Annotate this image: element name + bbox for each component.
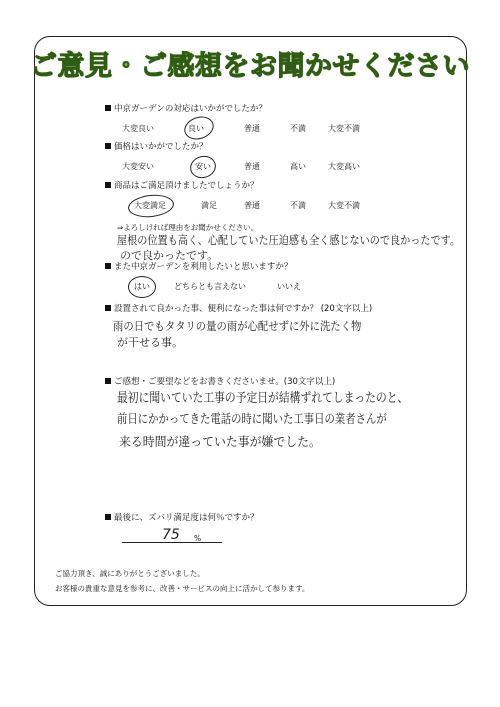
- question-3-label: 商品はご満足頂けましたでしょうか？: [114, 181, 259, 191]
- q2-option-5[interactable]: 大変高い: [328, 162, 360, 171]
- question-1-label: 中京ガーデンの対応はいかがでしたか？: [114, 104, 267, 114]
- q1-option-2[interactable]: 良い: [188, 124, 204, 133]
- q1-option-1[interactable]: 大変良い: [122, 124, 154, 133]
- survey-title: ご意見・ご感想をお聞かせください: [30, 51, 470, 82]
- q6-answer-line-3: 来る時間が違っていた事が嫌でした。: [119, 434, 321, 449]
- q3-reason-prompt: ⇒よろしければ理由をお聞かせください。: [117, 223, 259, 232]
- q1-option-3[interactable]: 普通: [244, 124, 260, 133]
- q3-reason-answer-line-2: ので良かったです。: [120, 249, 219, 262]
- question-7-label: 最後に、ズバリ満足度は何％ですか？: [114, 513, 259, 523]
- q5-answer-line-2: が干せる事。: [117, 336, 183, 349]
- bullet-square-icon: [105, 182, 111, 188]
- question-4: [105, 262, 292, 272]
- question-5-label: 設置されて良かった事、便利になった事は何ですか？ (20文字以上): [114, 304, 373, 314]
- q4-selection-circle: [128, 276, 156, 298]
- bullet-square-icon: [105, 105, 111, 111]
- q2-option-4[interactable]: 高い: [290, 162, 306, 171]
- q3-reason-answer-line-1: 屋根の位置も高く、心配していた圧迫感も全く感じないので良かったです。: [117, 233, 461, 247]
- question-7: [105, 513, 259, 523]
- question-2: [105, 142, 208, 152]
- q4-option-2[interactable]: どちらとも言えない: [174, 282, 246, 291]
- q2-option-2[interactable]: 安い: [195, 162, 211, 171]
- bullet-square-icon: [105, 143, 111, 149]
- q3-option-5[interactable]: 大変不満: [328, 201, 360, 210]
- question-6: [105, 377, 335, 387]
- q5-answer-line-1: 雨の日でもタタリの量の雨が心配せずに外に洗たく物: [113, 319, 362, 333]
- q3-option-1[interactable]: 大変満足: [134, 201, 166, 210]
- bullet-square-icon: [105, 514, 111, 520]
- q4-option-1[interactable]: はい: [134, 282, 150, 291]
- question-1: [105, 104, 267, 114]
- q1-option-4[interactable]: 不満: [290, 124, 306, 133]
- footer-message: お客様の貴重な意見を参考に、改善・サービスの向上に活かして参ります。: [55, 584, 310, 593]
- bullet-square-icon: [105, 378, 111, 384]
- satisfaction-unit: %: [194, 534, 202, 543]
- question-5: [105, 304, 372, 314]
- q2-option-1[interactable]: 大変安い: [122, 162, 154, 171]
- bullet-square-icon: [105, 305, 111, 311]
- q2-option-3[interactable]: 普通: [244, 162, 260, 171]
- satisfaction-underline: [122, 542, 222, 543]
- q1-option-5[interactable]: 大変不満: [328, 124, 360, 133]
- question-2-label: 価格はいかがでしたか？: [114, 142, 208, 152]
- footer-thanks: ご協力頂き、誠にありがとうございました。: [55, 569, 205, 578]
- question-3: [105, 181, 259, 191]
- q6-answer-line-2: 前日にかかってきた電話の時に聞いた工事日の業者さんが: [117, 411, 387, 426]
- q6-answer-line-1: 最初に聞いていた工事の予定日が結構ずれてしまったのと、: [117, 391, 409, 406]
- q3-option-2[interactable]: 満足: [201, 201, 217, 210]
- q3-option-3[interactable]: 普通: [244, 201, 260, 210]
- q4-option-3[interactable]: いいえ: [277, 282, 301, 291]
- bullet-square-icon: [105, 263, 111, 269]
- question-4-label: また中京ガーデンを利用したいと思いますか？: [114, 262, 293, 272]
- q3-option-4[interactable]: 不満: [290, 201, 306, 210]
- satisfaction-value: 75: [162, 527, 180, 543]
- question-6-label: ご感想・ご要望などをお書きくださいませ。(30文字以上): [114, 377, 336, 387]
